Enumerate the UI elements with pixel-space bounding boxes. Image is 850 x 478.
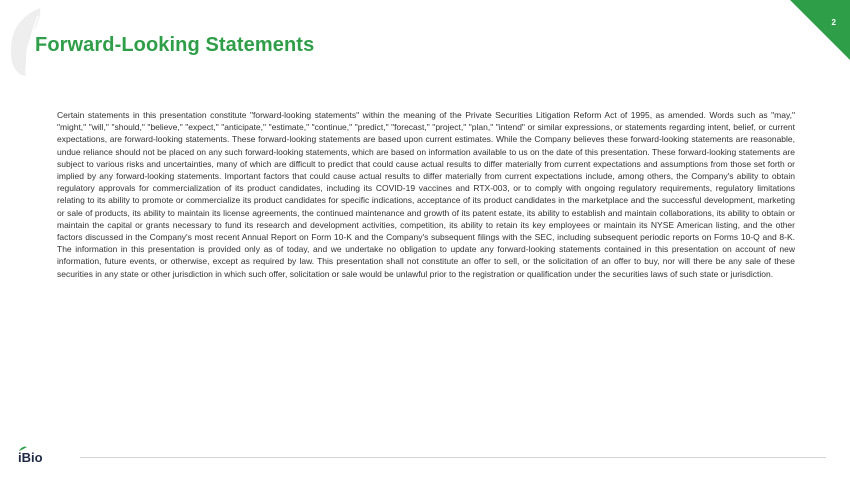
page-title: Forward-Looking Statements (35, 34, 315, 56)
corner-accent (790, 0, 850, 60)
footer-divider (80, 457, 826, 458)
disclaimer-text: Certain statements in this presentation constitute "forward-looking statements" within the meaning of the Private Securities Litigation Reform Act of 1995, as amended. Words such as "may," "might," "will," "should," "believe," "expect," "anticipate," "estimate," "continue," "predict," "forecast," "project," "plan," "intend" or similar expressions, or statements regarding intent, belief, or current expectations, are forward-looking statements. These forward-looking statements are based upon current estimates. While the Company believes these forward-looking statements are reasonable, undue reliance should not be placed on any such forward-looking statements, which are based on information available to us on the date of this presentation. These forward-looking statements are subject to various risks and uncertainties, many of which are difficult to predict that could cause actual results to differ materially from current expectations and assumptions from those set forth or implied by any forward-looking statements. Important factors that could cause actual results to differ materially from current expectations include, among others, the Company's ability to obtain regulatory approvals for commercialization of its product candidates, including its COVID-19 vaccines and RTX-003, or to comply with ongoing regulatory requirements, regulatory limitations relating to its ability to promote or commercialize its product candidates for specific indications, acceptance of its product candidates in the marketplace and the successful development, marketing or sale of products, its ability to maintain its license agreements, the continued maintenance and growth of its patent estate, its ability to establish and maintain collaborations, its ability to obtain or maintain the capital or grants necessary to fund its research and development activities, competition, its ability to retain its key employees or maintain its NYSE American listing, and the other factors discussed in the Company's most recent Annual Report on Form 10-K and the Company's subsequent filings with the SEC, including subsequent periodic reports on Forms 10-Q and 8-K. The information in this presentation is provided only as of today, and we undertake no obligation to update any forward-looking statements contained in this presentation on account of new information, future events, or otherwise, except as required by law. This presentation shall not constitute an offer to sell, or the solicitation of an offer to buy, nor will there be any sale of these securities in any state or other jurisdiction in which such offer, solicitation or sale would be unlawful prior to the registration or qualification under the securities laws of such state or jurisdiction. (57, 110, 795, 279)
ibio-logo (18, 446, 58, 464)
page-number: 2 (831, 18, 836, 27)
logo-text: iBio (18, 450, 43, 464)
